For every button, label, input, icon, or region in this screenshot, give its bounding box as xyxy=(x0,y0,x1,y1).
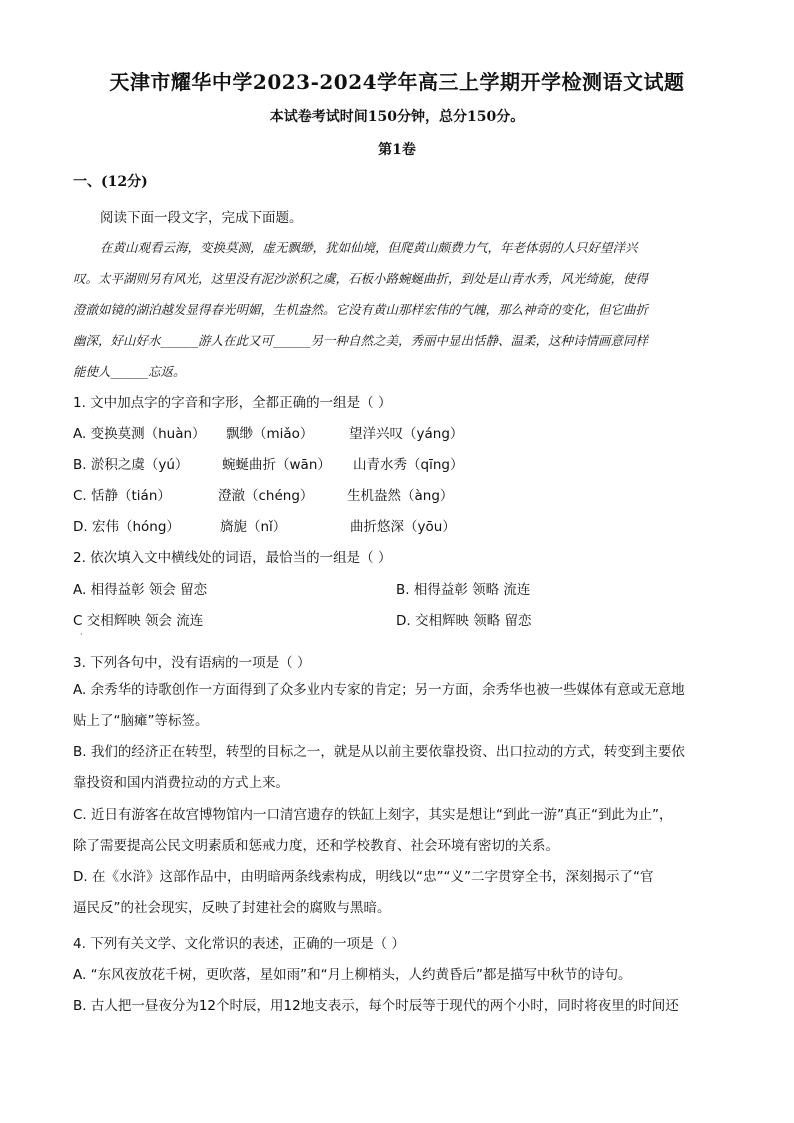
section-heading: 一、(12分) xyxy=(73,174,148,190)
passage-line: 幽深，好山好水______游人在此又可______另一种自然之美，秀丽中显出恬静、温柔，这种诗情画意同样 xyxy=(73,333,649,348)
q4-option-b: B. 古人把一昼夜分为12个时辰，用12地支表示，每个时辰等于现代的两个小时，同时将夜里的时间还 xyxy=(73,998,679,1014)
passage-line: 在黄山观看云海，变换莫测，虚无飘缈，犹如仙境，但爬黄山颇费力气，年老体弱的人只好望洋兴 xyxy=(100,240,638,255)
page-title: 天津市耀华中学2023-2024学年高三上学期开学检测语文试题 xyxy=(109,70,685,94)
q2-option-c: C 交相辉映 领会 流连 xyxy=(73,613,204,629)
q3-option-d: D. 在《水浒》这部作品中，由明暗两条线索构成，明线以“忠”“义”二字贯穿全书，深刻揭示了“官 逼民反”的社会现实，反映了封建社会的腐败与黑暗。 xyxy=(73,869,654,916)
q3-option-c: C. 近日有游客在故宫博物馆内一口清宫遗存的铁缸上刻字，其实是想让“到此一游”真正“到此为止”， 除了需要提高公民文明素质和惩戒力度，还和学校教育、社会环境有密切的关系。 xyxy=(73,807,673,854)
q1-option-c: C. 恬静（tián） xyxy=(73,488,171,504)
q1-option-d: D. 宏伟（hóng） xyxy=(73,519,180,535)
volume-label: 第1卷 xyxy=(378,142,416,158)
exam-info: 本试卷考试时间150分钟，总分150分。 xyxy=(269,109,525,125)
passage-line: 澄澈如镜的湖泊越发显得春光明媚，生机盎然。它没有黄山那样宏伟的气魄，那么神奇的变化，但它曲折 xyxy=(73,302,649,317)
q1-option-a-3: 望洋兴叹（yáng） xyxy=(349,426,464,442)
q4-option-a: A. “东风夜放花千树，更吹落，星如雨”和“月上柳梢头，人约黄昏后”都是描写中秋节的诗句。 xyxy=(73,967,632,983)
q1-option-d-2: 旖旎（nǐ） xyxy=(220,519,287,535)
passage-line: 叹。太平湖则另有风光，这里没有泥沙淤积之虞，石板小路蜿蜒曲折，到处是山青水秀，风光绮旎，使得 xyxy=(73,271,649,286)
q1-option-c-3: 生机盎然（àng） xyxy=(347,488,454,504)
q3-option-a: A. 余秀华的诗歌创作一方面得到了众多业内专家的肯定；另一方面，余秀华也被一些媒体有意或无意地 贴上了“脑瘫”等标签。 xyxy=(73,682,685,729)
q1-option-a: A. 变换莫测（huàn） xyxy=(73,426,206,442)
q2-option-d: D. 交相辉映 领略 留恋 xyxy=(396,613,532,629)
q2-option-b: B. 相得益彰 领略 流连 xyxy=(396,582,531,598)
q3-option-b: B. 我们的经济正在转型，转型的目标之一，就是从以前主要依靠投资、出口拉动的方式，转变到主要依 靠投资和国内消费拉动的方式上来。 xyxy=(73,744,685,791)
question-2-stem: 2. 依次填入文中横线处的词语，最恰当的一组是（ ） xyxy=(73,550,392,566)
question-1-stem: 1. 文中加点字的字音和字形，全都正确的一组是（ ） xyxy=(73,395,392,411)
reading-passage xyxy=(73,232,717,387)
question-3-stem: 3. 下列各句中，没有语病的一项是（ ） xyxy=(73,655,311,671)
q2-option-a: A. 相得益彰 领会 留恋 xyxy=(73,582,208,598)
reading-instruction: 阅读下面一段文字，完成下面题。 xyxy=(100,210,303,226)
passage-line: 能使人______忘返。 xyxy=(73,364,186,379)
q1-option-b-2: 蜿蜒曲折（wān） xyxy=(222,457,331,473)
q1-option-d-3: 曲折悠深（yōu） xyxy=(350,519,456,535)
q1-option-c-2: 澄澈（chéng） xyxy=(218,488,314,504)
stray-dot: · xyxy=(80,630,83,639)
q1-option-a-2: 飘缈（miǎo） xyxy=(226,426,314,442)
question-4-stem: 4. 下列有关文学、文化常识的表述，正确的一项是（ ） xyxy=(73,936,405,952)
q1-option-b-3: 山青水秀（qīng） xyxy=(353,457,464,473)
q1-option-b: B. 淤积之虞（yú） xyxy=(73,457,189,473)
